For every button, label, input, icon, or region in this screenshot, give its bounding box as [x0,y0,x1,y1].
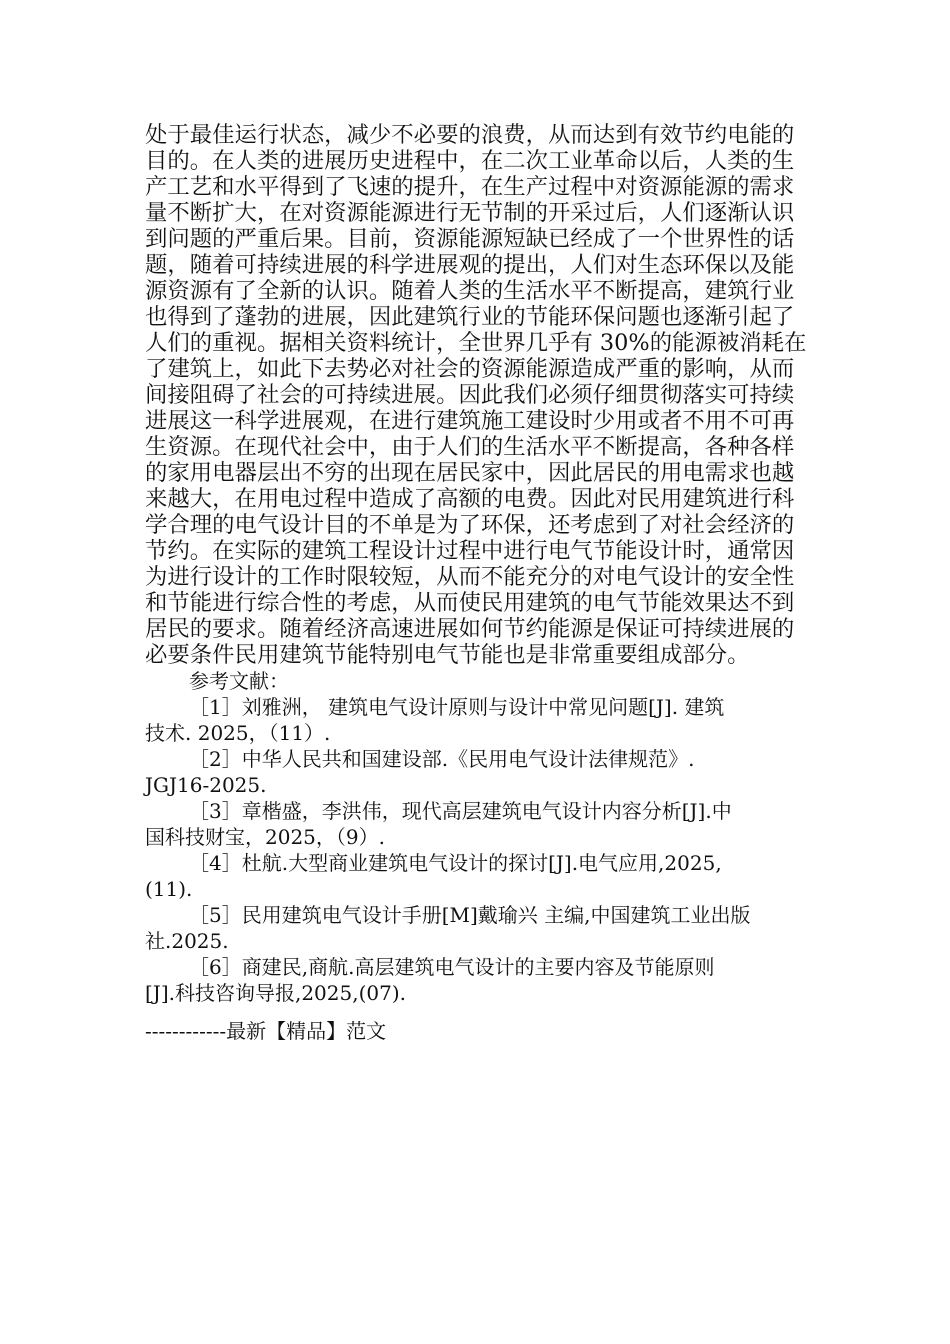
body-line: 也得到了蓬勃的进展，因此建筑行业的节能环保问题也逐渐引起了 [145,304,795,330]
reference-line: (11). [145,877,193,901]
body-line: 人们的重视。据相关资料统计，全世界几乎有 30%的能源被消耗在 [145,330,807,356]
reference-item [145,902,809,954]
body-line: 到问题的严重后果。目前，资源能源短缺已经成了一个世界性的话 [145,226,795,252]
references-heading: 参考文献： [189,669,289,693]
body-line: 进展这一科学进展观，在进行建筑施工建设时少用或者不用不可再 [145,408,795,434]
body-line: 目的。在人类的进展历史进程中，在二次工业革命以后，人类的生 [145,148,795,174]
reference-line: ［3］章楷盛，李洪伟，现代高层建筑电气设计内容分析[J].中 [189,799,732,823]
reference-item [145,746,809,798]
reference-item [145,850,809,902]
body-line: 和节能进行综合性的考虑，从而使民用建筑的电气节能效果达不到 [145,590,795,616]
reference-line: ［4］杜航.大型商业建筑电气设计的探讨[J].电气应用,2025, [189,851,722,875]
reference-item [145,694,809,746]
body-line: 的家用电器层出不穷的出现在居民家中，因此居民的用电需求也越 [145,460,795,486]
references-section [145,668,809,1006]
reference-line: ［5］民用建筑电气设计手册[M]戴瑜兴 主编,中国建筑工业出版 [189,903,751,927]
body-line: 间接阻碍了社会的可持续进展。因此我们必须仔细贯彻落实可持续 [145,382,795,408]
body-line: 生资源。在现代社会中，由于人们的生活水平不断提高，各种各样 [145,434,795,460]
reference-line: [J].科技咨询导报,2025,(07). [145,981,407,1005]
body-line: 处于最佳运行状态，减少不必要的浪费，从而达到有效节约电能的 [145,122,795,148]
body-paragraph [145,122,809,668]
reference-item [145,798,809,850]
reference-line: 社.2025. [145,929,229,953]
reference-line: ［6］商建民,商航.高层建筑电气设计的主要内容及节能原则 [189,955,715,979]
body-line: 量不断扩大，在对资源能源进行无节制的开采过后，人们逐渐认识 [145,200,795,226]
body-line: 产工艺和水平得到了飞速的提升，在生产过程中对资源能源的需求 [145,174,795,200]
reference-line: ［1］刘雅洲， 建筑电气设计原则与设计中常见问题[J]. 建筑 [189,695,725,719]
footer-label: ------------最新【精品】范文 [145,1019,387,1043]
reference-line: 技术. 2025，（11）. [145,721,331,745]
body-line: 了建筑上，如此下去势必对社会的资源能源造成严重的影响，从而 [145,356,795,382]
reference-line: JGJ16-2025. [145,773,267,797]
reference-line: 国科技财宝，2025，（9）. [145,825,385,849]
body-line: 学合理的电气设计目的不单是为了环保，还考虑到了对社会经济的 [145,512,795,538]
document-page [145,122,809,1006]
body-line: 节约。在实际的建筑工程设计过程中进行电气节能设计时，通常因 [145,538,795,564]
body-line: 居民的要求。随着经济高速进展如何节约能源是保证可持续进展的 [145,616,795,642]
reference-item [145,954,809,1006]
body-line: 源资源有了全新的认识。随着人类的生活水平不断提高，建筑行业 [145,278,795,304]
reference-line: ［2］中华人民共和国建设部.《民用电气设计法律规范》. [189,747,695,771]
body-line: 来越大，在用电过程中造成了高额的电费。因此对民用建筑进行科 [145,486,795,512]
body-line: 题，随着可持续进展的科学进展观的提出，人们对生态环保以及能 [145,252,795,278]
body-line: 必要条件民用建筑节能特别电气节能也是非常重要组成部分。 [145,642,750,668]
body-line: 为进行设计的工作时限较短，从而不能充分的对电气设计的安全性 [145,564,795,590]
